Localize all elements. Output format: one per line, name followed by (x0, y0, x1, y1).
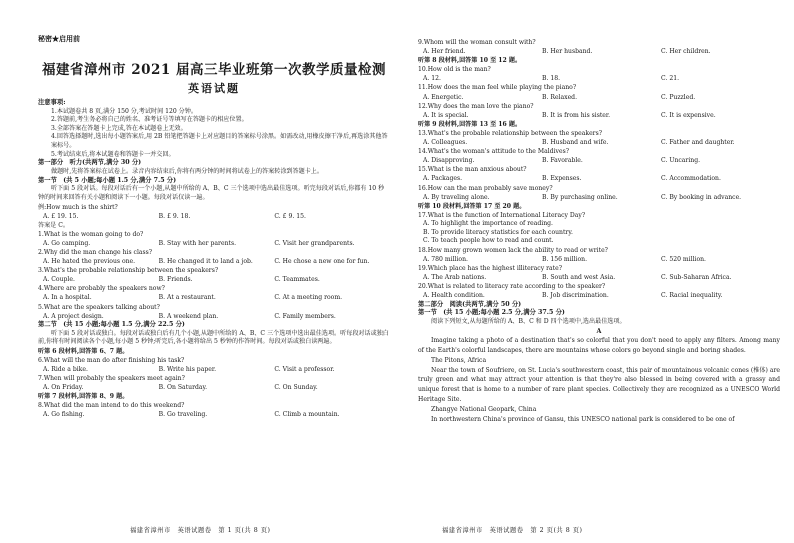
question-15: 15.What is the man anxious about? (418, 166, 527, 174)
question-1-options (38, 239, 390, 248)
option-c: C. Teammates. (274, 276, 320, 284)
option-a: A. A project design. (43, 312, 104, 320)
question-20-options (418, 291, 780, 300)
question-20: 20.What is related to literacy rate according to the speaker? (418, 283, 606, 291)
question-9: 9.Whom will the woman consult with? (418, 39, 536, 46)
question-3-options (38, 275, 390, 284)
option-b: B. Her husband. (542, 48, 593, 56)
question-6: 6.What will the man do after finishing his task? (38, 356, 185, 364)
option-a: A. Her friend. (423, 48, 466, 56)
question-6-options (38, 365, 390, 374)
option-c: C. Visit her grandparents. (274, 239, 355, 247)
option-c: C. By booking in advance. (661, 193, 742, 201)
material-9-heading: 听第 9 段材料,回答第 13 至 16 题。 (418, 120, 522, 128)
option-a: A. 780 million. (423, 256, 468, 264)
question-7-options (38, 383, 390, 392)
option-b: B. Write his paper. (158, 365, 217, 373)
option-a: A. The Arab nations. (423, 274, 487, 282)
question-7: 7.When will probably the speakers meet again? (38, 375, 185, 383)
option-b: B. He changed it to land a job. (158, 258, 253, 266)
part1-heading: 第一部分 听力(共两节,满分 30 分) (38, 159, 142, 167)
question-2-options (38, 257, 390, 266)
option-b: B. On Saturday. (158, 384, 208, 392)
question-10-options (418, 74, 780, 83)
option-c: C. Family members. (274, 312, 336, 320)
part2-heading: 第二部分 阅读(共两节,满分 50 分) (418, 300, 522, 308)
page-1-footer: 福建省漳州市 英语试题卷 第 1 页(共 8 页) (130, 527, 271, 534)
option-b: B. South and west Asia. (542, 274, 616, 282)
option-c: C. 520 million. (661, 256, 706, 264)
page-2-footer: 福建省漳州市 英语试题卷 第 2 页(共 8 页) (442, 527, 583, 534)
option-a: A. Energetic. (423, 93, 464, 101)
question-14-options (418, 156, 780, 165)
question-2: 2.Why did the man change his class? (38, 249, 153, 256)
option-b: B. 156 million. (542, 256, 588, 264)
option-a: A. Health condition. (423, 292, 485, 300)
section2-heading: 第二节 (共 15 小题;每小题 1.5 分,满分 22.5 分) (38, 320, 185, 328)
part1-instructions: 做题时,先将答案标在试卷上。录音内容结束后,你将有两分钟的时间将试卷上的答案转涂到答题卡上。 (51, 167, 323, 175)
option-c: C. Puzzled. (661, 93, 696, 101)
material-10-heading: 听第 10 段材料,回答第 17 至 20 题。 (418, 202, 526, 210)
notice-item: 3.全部答案在答题卡上完成,答在本试题卷上无效。 (51, 124, 187, 132)
option-a: A. To highlight the importance of reading. (423, 219, 553, 227)
question-19-options (418, 273, 780, 282)
option-a: A. In a hospital. (43, 294, 92, 302)
passage-paragraph: In northwestern China's province of Gansu, this UNESCO national park is considered to be one of (431, 416, 735, 424)
question-11: 11.How does the man feel while playing the piano? (418, 84, 577, 92)
question-8-options (38, 410, 390, 419)
material-7-heading: 听第 7 段材料,回答第 8、9 题。 (38, 393, 129, 401)
option-a: A. Disapproving. (423, 157, 475, 165)
question-15-options (418, 174, 780, 183)
option-c: C. Racial inequality. (661, 292, 723, 300)
option-a: A. Go camping. (43, 239, 91, 247)
passage-place-heading: Zhangye National Geopark, China (431, 406, 537, 414)
option-b: B. To provide literacy statistics for each country. (423, 228, 573, 236)
question-8: 8.What did the man intend to do this weekend? (38, 402, 185, 410)
option-b: B. Friends. (158, 276, 193, 284)
question-12: 12.Why does the man love the piano? (418, 102, 534, 110)
notice-item: 5.考试结束后,将本试题卷和答题卡一并交回。 (51, 150, 175, 158)
question-11-options (418, 93, 780, 102)
question-1: 1.What is the woman going to do? (38, 230, 144, 238)
notice-item: 2.答题前,考生务必将自己的姓名、准考证号等填写在答题卡的相应位置。 (51, 116, 248, 124)
question-3: 3.What's the probable relationship between the speakers? (38, 267, 219, 275)
option-b: B. At a restaurant. (158, 294, 216, 302)
option-a: A. Ride a bike. (43, 365, 88, 373)
option-b: B. Stay with her parents. (158, 239, 237, 247)
option-c: C. Sub-Saharan Africa. (661, 274, 732, 282)
option-b: B. Relaxed. (542, 93, 578, 101)
material-6-heading: 听第 6 段材料,回答第 6、7 题。 (38, 347, 129, 355)
option-b: B. By purchasing online. (542, 193, 618, 201)
question-14: 14.What's the woman's attitude to the Maldives? (418, 148, 569, 156)
question-18: 18.How many grown women lack the ability to read or write? (418, 246, 608, 254)
option-a: A. Couple. (43, 276, 75, 284)
question-13-options (418, 138, 780, 147)
option-c: C. 21. (661, 75, 680, 83)
option-a: A. On Friday. (43, 384, 84, 392)
option-c: C. At a meeting room. (274, 294, 343, 302)
option-a: A. He hated the previous one. (43, 258, 136, 266)
passage-place-heading: The Pitons, Africa (431, 356, 487, 364)
example-options (38, 212, 390, 221)
confidential-label: 秘密★启用前 (38, 34, 80, 43)
passage-paragraph: Imagine taking a photo of a destination that's so colorful that you don't need to apply any filters. Among many of the Earth's colorful landscapes, there are mountains whose colors go beyond single and boring shades. (418, 336, 780, 354)
passage-paragraph: Near the town of Soufriere, on St. Lucia's southwestern coast, this pair of mountainous volcanic cones (椎体) are truly green and what may attract your attention is that they're also blessed in being covered with a grassy and unique forest that is home to a number of rare plant species. Collectively they are recognized as a UNESCO World Heritage Site. (418, 366, 780, 404)
section2-instructions: 听下面 5 段对话或独白。每段对话或独白后有几个小题,从题中所给的 A、B、C 三个选项中选出最佳选项。听每段对话或独白前,你将有时间阅读各个小题,每小题 5 秒钟;听完后,各小题将给出 5 秒钟的作答时间。每段对话或独白读两遍。 (38, 329, 389, 346)
part2-section1-instructions: 阅读下列短文,从每题所给的 A、B、C 和 D 四个选项中,选出最佳选项。 (431, 318, 626, 326)
option-a: A. 12. (423, 75, 441, 83)
question-17: 17.What is the function of International Literacy Day? (418, 211, 586, 219)
option-b: B. Go traveling. (158, 411, 208, 419)
option-c: C. On Sunday. (274, 384, 318, 392)
question-4-options (38, 293, 390, 302)
question-12-options (418, 111, 780, 120)
question-19: 19.Which place has the highest illiteracy rate? (418, 265, 562, 273)
option-b: B. £ 9. 18. (158, 212, 191, 220)
exam-subtitle: 英语试题 (188, 82, 240, 95)
option-c: C. Her children. (661, 48, 711, 56)
question-5-options (38, 312, 390, 321)
option-a: A. It is special. (423, 111, 469, 119)
question-4: 4.Where are probably the speakers now? (38, 285, 165, 293)
part2-section1-heading: 第一节 (共 15 小题;每小题 2.5 分,满分 37.5 分) (418, 309, 565, 317)
exam-title: 福建省漳州市 2021 届高三毕业班第一次教学质量检测 (42, 62, 386, 78)
option-c: C. It is expensive. (661, 111, 716, 119)
question-16-options (418, 193, 780, 202)
option-a: A. Packages. (423, 175, 463, 183)
option-c: C. To teach people how to read and count. (423, 237, 554, 245)
option-b: B. It is from his sister. (542, 111, 611, 119)
question-18-options (418, 255, 780, 264)
notice-item: 4.回答选择题时,选出每小题答案后,用 2B 铅笔把答题卡上对应题目的答案标号涂黑。如需改动,用橡皮擦干净后,再选涂其他答案标号。 (51, 133, 388, 149)
exam-page-2 (404, 0, 794, 543)
option-b: B. 18. (542, 75, 561, 83)
question-16: 16.How can the man probably save money? (418, 184, 553, 192)
option-a: A. By traveling alone. (423, 193, 490, 201)
notice-heading: 注意事项: (38, 99, 66, 106)
option-b: B. Job discrimination. (542, 292, 609, 300)
option-a: A. Colleagues. (423, 139, 468, 147)
option-b: B. Husband and wife. (542, 139, 609, 147)
question-13: 13.What's the probable relationship between the speakers? (418, 129, 602, 137)
option-c: C. Visit a professor. (274, 365, 335, 373)
notice-item: 1.本试题卷共 8 页,满分 150 分,考试时间 120 分钟。 (51, 107, 197, 115)
section1-heading: 第一节 (共 5 小题;每小题 1.5 分,满分 7.5 分) (38, 176, 177, 184)
option-c: C. Uncaring. (661, 157, 701, 165)
option-b: B. Expenses. (542, 175, 582, 183)
option-c: C. Accommodation. (661, 175, 721, 183)
option-a: A. Go fishing. (43, 411, 85, 419)
example-question: 例:How much is the shirt? (38, 203, 118, 211)
option-c: C. Climb a mountain. (274, 411, 340, 419)
question-10: 10.How old is the man? (418, 66, 491, 74)
material-8-heading: 听第 8 段材料,回答第 10 至 12 题。 (418, 57, 522, 65)
option-a: A. £ 19. 15. (43, 212, 79, 220)
option-c: C. Father and daughter. (661, 139, 735, 147)
option-c: C. He chose a new one for fun. (274, 258, 370, 266)
question-9-options (418, 47, 780, 56)
question-5: 5.What are the speakers talking about? (38, 303, 160, 311)
option-b: B. Favorable. (542, 157, 583, 165)
section1-instructions: 听下面 5 段对话。每段对话后有一个小题,从题中所给的 A、B、C 三个选项中选出最佳选项。听完每段对话后,你都有 10 秒钟的时间来回答有关小题和阅读下一小题。每段对话仅读一遍。 (38, 185, 385, 201)
example-answer: 答案是 C。 (38, 221, 69, 229)
option-b: B. A weekend plan. (158, 312, 219, 320)
passage-label: A (596, 327, 602, 335)
option-c: C. £ 9. 15. (274, 212, 306, 220)
